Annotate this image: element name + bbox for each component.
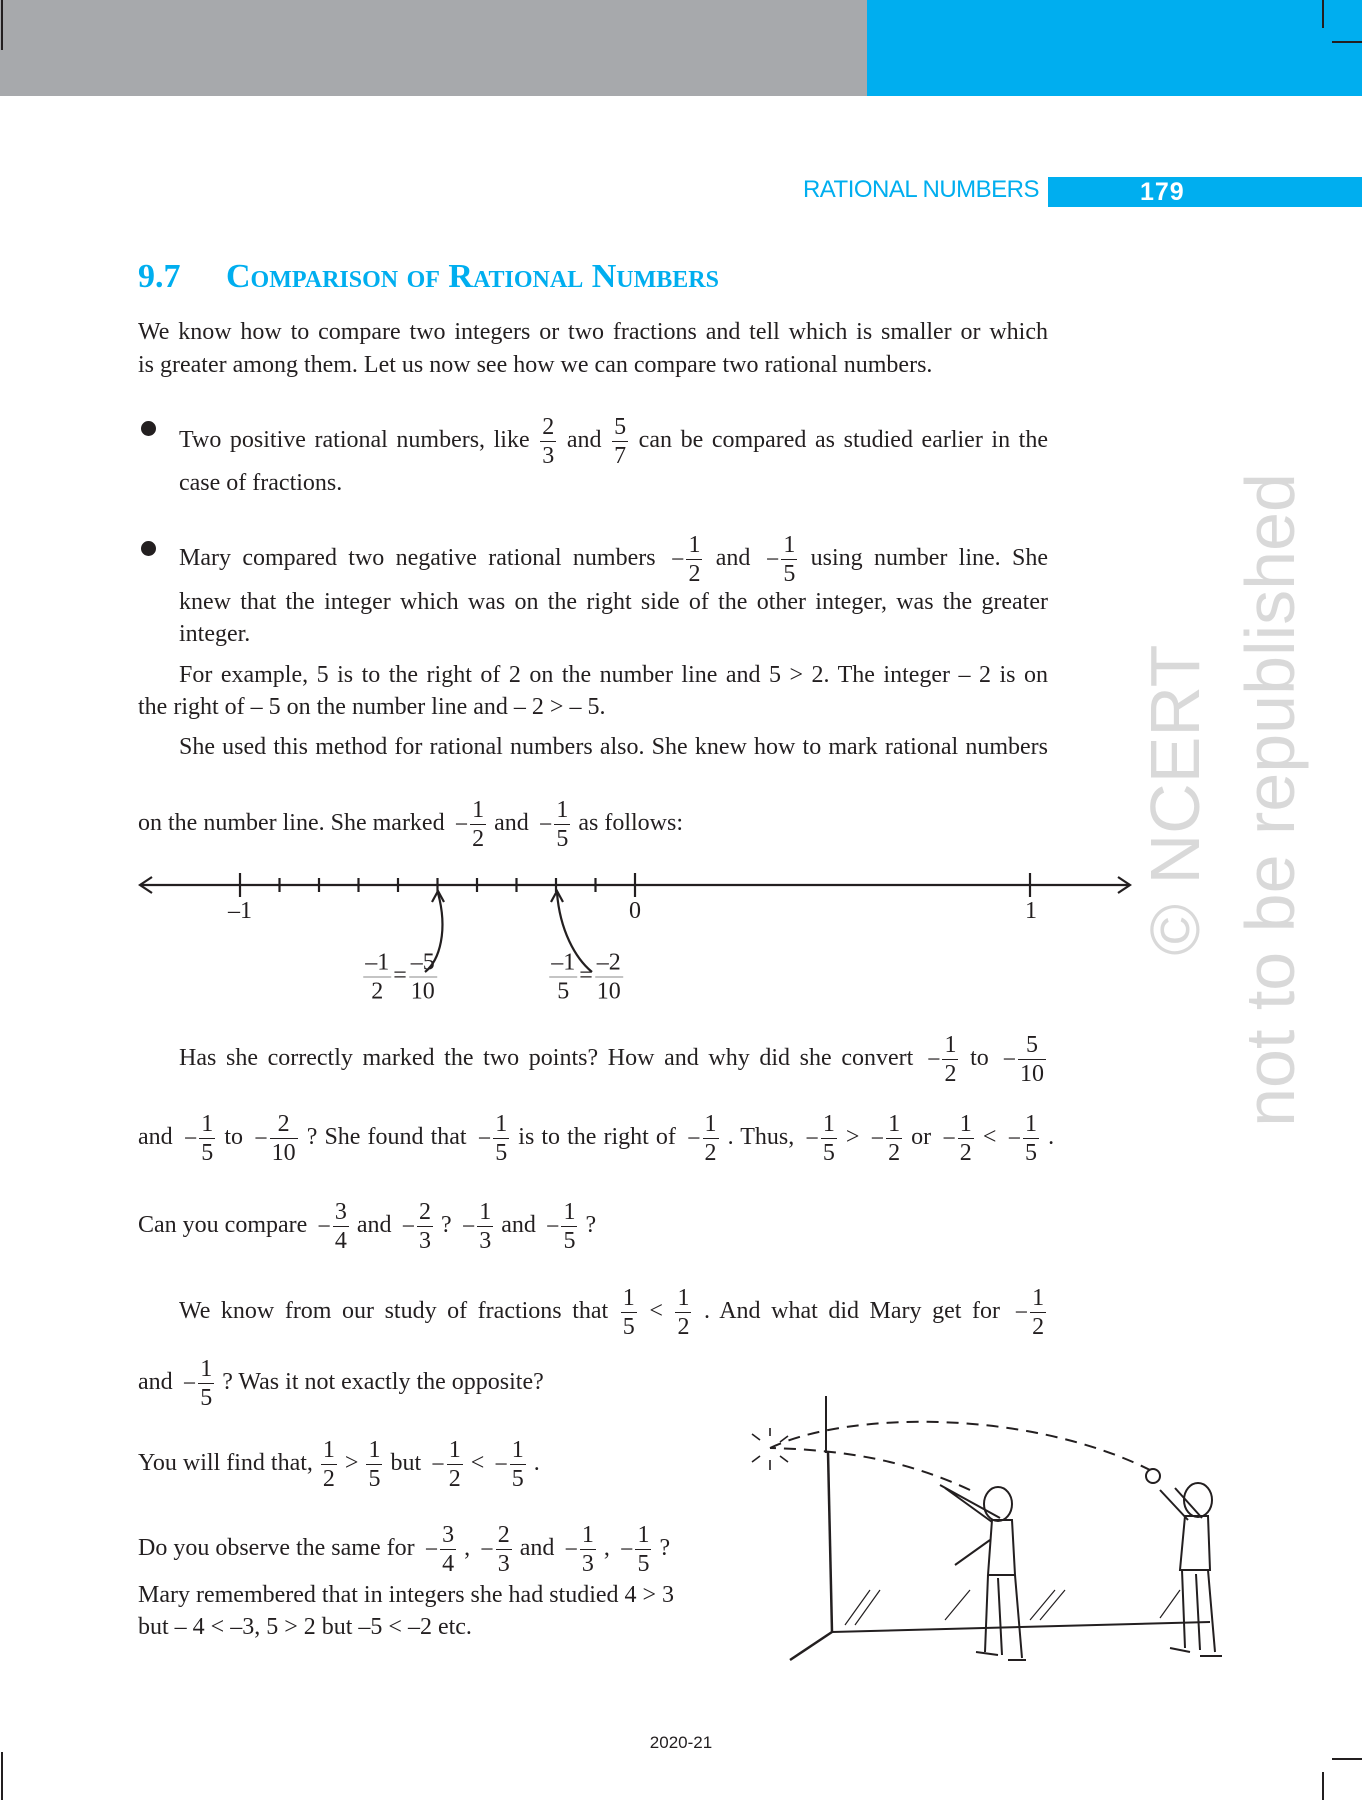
numerator: 1 — [200, 1356, 213, 1382]
numerator: 1 — [888, 1111, 901, 1137]
text-run: Has she correctly marked the two points? How and why did she convert — [179, 1045, 914, 1072]
denominator: 2 — [944, 1061, 957, 1087]
numerator: 1 — [783, 532, 796, 558]
fraction — [1018, 1031, 1046, 1088]
minus-sign: − — [545, 1213, 560, 1240]
numerator: 1 — [563, 1199, 576, 1225]
fraction — [821, 1110, 837, 1167]
text-run: Mary compared two negative rational numbers — [179, 545, 656, 572]
numerator: 1 — [201, 1111, 214, 1137]
denominator: 5 — [1025, 1140, 1038, 1166]
numerator: 1 — [1025, 1111, 1038, 1137]
paragraph-line — [138, 1355, 544, 1411]
fraction — [333, 1198, 349, 1255]
text-run: . Thus, — [727, 1124, 795, 1151]
denominator: 5 — [783, 561, 796, 587]
denominator: 5 — [201, 1140, 214, 1166]
text-run: < — [982, 1124, 997, 1151]
text-run: . — [533, 1450, 540, 1477]
ball-icon — [1146, 1469, 1160, 1483]
fraction — [270, 1110, 298, 1167]
floor-line — [832, 1622, 1210, 1632]
numerator: 1 — [822, 1111, 835, 1137]
numerator: 2 — [419, 1199, 432, 1225]
minus-sign: − — [926, 1046, 941, 1073]
denominator: 5 — [495, 1140, 508, 1166]
text-run: > — [344, 1450, 359, 1477]
text-run: ? — [585, 1212, 597, 1239]
fraction — [366, 1436, 382, 1493]
numerator: 1 — [581, 1522, 594, 1548]
denominator: 2 — [704, 1140, 717, 1166]
denominator: 10 — [1020, 1061, 1045, 1087]
denominator: 2 — [688, 561, 701, 587]
text-run: using number line. She — [810, 545, 1048, 572]
paragraph-line — [138, 1578, 674, 1612]
denominator: 7 — [614, 443, 627, 469]
minus-sign: − — [1014, 1299, 1029, 1326]
numerator: 2 — [277, 1111, 290, 1137]
denominator: 3 — [497, 1551, 510, 1577]
denominator: 5 — [637, 1551, 650, 1577]
fraction — [440, 1521, 456, 1578]
minus-sign: − — [424, 1536, 439, 1563]
fraction — [1023, 1110, 1039, 1167]
tick-label-zero: 0 — [629, 898, 641, 924]
denominator: 2 — [677, 1314, 690, 1340]
marked-value-half — [361, 949, 439, 1006]
minus-sign: − — [1002, 1046, 1017, 1073]
numerator: 2 — [497, 1522, 510, 1548]
numerator: 1 — [495, 1111, 508, 1137]
fraction — [942, 1031, 958, 1088]
text-run: ? She found that — [306, 1124, 467, 1151]
denominator: 2 — [888, 1140, 901, 1166]
text-run: and — [138, 1124, 173, 1151]
fraction — [199, 1110, 215, 1167]
numerator: 1 — [959, 1111, 972, 1137]
text-run: can be compared as studied earlier in the — [638, 427, 1048, 454]
text-run: but – 4 < –3, 5 > 2 but –5 < –2 etc. — [138, 1614, 472, 1640]
text-run: You will find that, — [138, 1450, 313, 1477]
numerator: 1 — [677, 1285, 690, 1311]
minus-sign: − — [619, 1536, 634, 1563]
fraction — [621, 1284, 637, 1341]
fraction — [417, 1198, 433, 1255]
fraction — [580, 1521, 596, 1578]
numerator: 1 — [322, 1437, 335, 1463]
text-run: case of fractions. — [179, 470, 343, 496]
denominator: 3 — [419, 1228, 432, 1254]
numerator: 5 — [614, 414, 627, 440]
child-throwing — [940, 1485, 1026, 1660]
minus-sign: − — [183, 1125, 198, 1152]
minus-sign: − — [254, 1125, 268, 1152]
text-run: and — [138, 1369, 173, 1396]
equals-sign: = — [579, 962, 593, 989]
numerator: 1 — [511, 1437, 524, 1463]
denominator: 5 — [822, 1140, 835, 1166]
denominator: 5 — [563, 1228, 576, 1254]
wall-corner — [828, 1452, 832, 1632]
numerator: –5 — [410, 949, 435, 976]
numerator: 1 — [704, 1111, 717, 1137]
text-run: ? — [659, 1535, 671, 1562]
fraction — [635, 1521, 651, 1578]
minus-sign: − — [431, 1451, 445, 1478]
text-run: < — [470, 1450, 485, 1477]
minus-sign: − — [686, 1125, 701, 1152]
paragraph-line — [179, 1031, 1048, 1087]
minus-sign: − — [461, 1213, 476, 1240]
numerator: 2 — [542, 414, 555, 440]
fraction — [198, 1355, 214, 1412]
minus-sign: − — [670, 546, 685, 573]
text-run: or — [911, 1124, 932, 1151]
text-run: She used this method for rational numbers also. She knew how to mark rational numbers — [179, 734, 1048, 760]
text-run: to — [970, 1045, 989, 1072]
watermark-not-republished: not to be republished — [1231, 473, 1309, 1127]
text-run: , — [603, 1535, 610, 1562]
text-run: , — [464, 1535, 471, 1562]
tick-label-minus-one: –1 — [228, 898, 252, 924]
minus-sign: − — [494, 1451, 508, 1478]
numerator: 1 — [556, 797, 569, 823]
tick-label-one: 1 — [1025, 898, 1037, 924]
text-run: is to the right of — [518, 1124, 676, 1151]
minus-sign: − — [805, 1125, 819, 1152]
denominator: 2 — [322, 1466, 335, 1492]
page-number: 179 — [1140, 178, 1185, 206]
denominator: 10 — [410, 978, 435, 1005]
numerator: 1 — [479, 1199, 492, 1225]
text-run: . And what did Mary get for — [704, 1298, 1000, 1325]
denominator: 10 — [596, 978, 621, 1005]
text-run: is greater among them. Let us now see how we can compare two rational numbers. — [138, 352, 933, 378]
text-run: We know how to compare two integers or two fractions and tell which is smaller or which — [138, 319, 1048, 345]
section-title: Comparison of Rational Numbers — [226, 258, 719, 295]
text-run: Two positive rational numbers, like — [179, 427, 530, 454]
fraction — [703, 1110, 719, 1167]
numerator: 1 — [1032, 1285, 1045, 1311]
fraction — [958, 1110, 974, 1167]
text-run: the right of – 5 on the number line and – 2 > – 5. — [138, 694, 606, 720]
text-run: Can you compare — [138, 1212, 308, 1239]
numerator: –2 — [596, 949, 621, 976]
text-run: > — [845, 1124, 860, 1151]
text-run: as follows: — [578, 810, 684, 837]
denominator: 3 — [581, 1551, 594, 1577]
denominator: 3 — [479, 1228, 492, 1254]
marked-value-fifth — [547, 949, 625, 1006]
numerator: 1 — [944, 1032, 957, 1058]
denominator: 2 — [1032, 1314, 1045, 1340]
minus-sign: − — [765, 546, 780, 573]
numerator: 1 — [448, 1437, 461, 1463]
text-run: and — [494, 810, 529, 837]
fraction — [321, 1436, 337, 1493]
denominator: 5 — [622, 1314, 635, 1340]
text-run: ? — [441, 1212, 452, 1239]
text-run: and — [356, 1212, 392, 1239]
paragraph-line — [179, 1284, 1048, 1340]
floor-shading — [845, 1590, 1180, 1625]
paragraph-line — [138, 1610, 472, 1644]
numerator: 5 — [1026, 1032, 1039, 1058]
fraction — [477, 1198, 493, 1255]
equals-sign: = — [393, 962, 407, 989]
numerator: 1 — [368, 1437, 381, 1463]
denominator: 10 — [271, 1140, 296, 1166]
numerator: 1 — [688, 532, 701, 558]
footer-year: 2020-21 — [649, 1733, 713, 1752]
denominator: 5 — [200, 1385, 213, 1411]
fraction — [886, 1110, 902, 1167]
minus-sign: − — [454, 811, 469, 838]
denominator: 2 — [959, 1140, 972, 1166]
paragraph-line — [138, 1110, 1055, 1166]
text-run: . — [1048, 1124, 1055, 1151]
minus-sign: − — [401, 1213, 416, 1240]
ball-path-back — [770, 1448, 970, 1490]
minus-sign: − — [182, 1370, 197, 1397]
child-catching — [1160, 1483, 1222, 1656]
text-run: < — [649, 1298, 663, 1325]
minus-sign: − — [317, 1213, 331, 1240]
numerator: –1 — [551, 949, 576, 976]
fraction — [1030, 1284, 1046, 1341]
minus-sign: − — [477, 1125, 492, 1152]
text-run: and — [501, 1212, 536, 1239]
fraction — [496, 1521, 512, 1578]
section-number: 9.7 — [138, 258, 181, 295]
fraction — [447, 1436, 463, 1493]
text-run: knew that the integer which was on the right side of the other integer, was the greater — [179, 589, 1048, 615]
denominator: 2 — [472, 826, 485, 852]
fraction — [675, 1284, 691, 1341]
paragraph-line — [138, 1436, 540, 1492]
numerator: 1 — [472, 797, 485, 823]
denominator: 4 — [442, 1551, 455, 1577]
floor-edge — [790, 1632, 832, 1660]
text-run: and — [519, 1535, 555, 1562]
text-run: on the number line. She marked — [138, 810, 445, 837]
minus-sign: − — [1007, 1125, 1022, 1152]
fraction — [493, 1110, 509, 1167]
minus-sign: − — [480, 1536, 494, 1563]
numerator: 3 — [442, 1522, 455, 1548]
denominator: 5 — [368, 1466, 381, 1492]
minus-sign: − — [564, 1536, 578, 1563]
denominator: 4 — [334, 1228, 347, 1254]
text-run: Do you observe the same for — [138, 1535, 415, 1562]
text-run: to — [224, 1124, 244, 1151]
text-run: Mary remembered that in integers she had studied 4 > 3 — [138, 1582, 675, 1608]
minus-sign: − — [870, 1125, 885, 1152]
text-run: We know from our study of fractions that — [179, 1298, 609, 1325]
text-run: and — [566, 427, 602, 454]
numerator: 1 — [622, 1285, 635, 1311]
numerator: 3 — [334, 1199, 347, 1225]
text-run: but — [390, 1450, 422, 1477]
fraction — [561, 1198, 577, 1255]
denominator: 2 — [448, 1466, 461, 1492]
minus-sign: − — [538, 811, 553, 838]
denominator: 5 — [556, 826, 569, 852]
numerator: 1 — [637, 1522, 650, 1548]
paragraph-line — [138, 1198, 597, 1254]
text-run: For example, 5 is to the right of 2 on the number line and 5 > 2. The integer – 2 is on — [179, 662, 1048, 688]
illustration-children-playing-ball — [730, 1390, 1240, 1670]
text-run: ? Was it not exactly the opposite? — [222, 1369, 544, 1396]
denominator: 5 — [557, 978, 570, 1005]
text-run: and — [715, 545, 751, 572]
running-title: RATIONAL NUMBERS — [802, 176, 1039, 203]
paragraph-line — [138, 1521, 671, 1577]
minus-sign: − — [942, 1125, 956, 1152]
denominator: 5 — [511, 1466, 524, 1492]
watermark-ncert: © NCERT — [1136, 644, 1214, 956]
numerator: –1 — [365, 949, 390, 976]
text-run: integer. — [179, 621, 251, 647]
fraction — [510, 1436, 526, 1493]
denominator: 2 — [371, 978, 384, 1005]
denominator: 3 — [542, 443, 555, 469]
